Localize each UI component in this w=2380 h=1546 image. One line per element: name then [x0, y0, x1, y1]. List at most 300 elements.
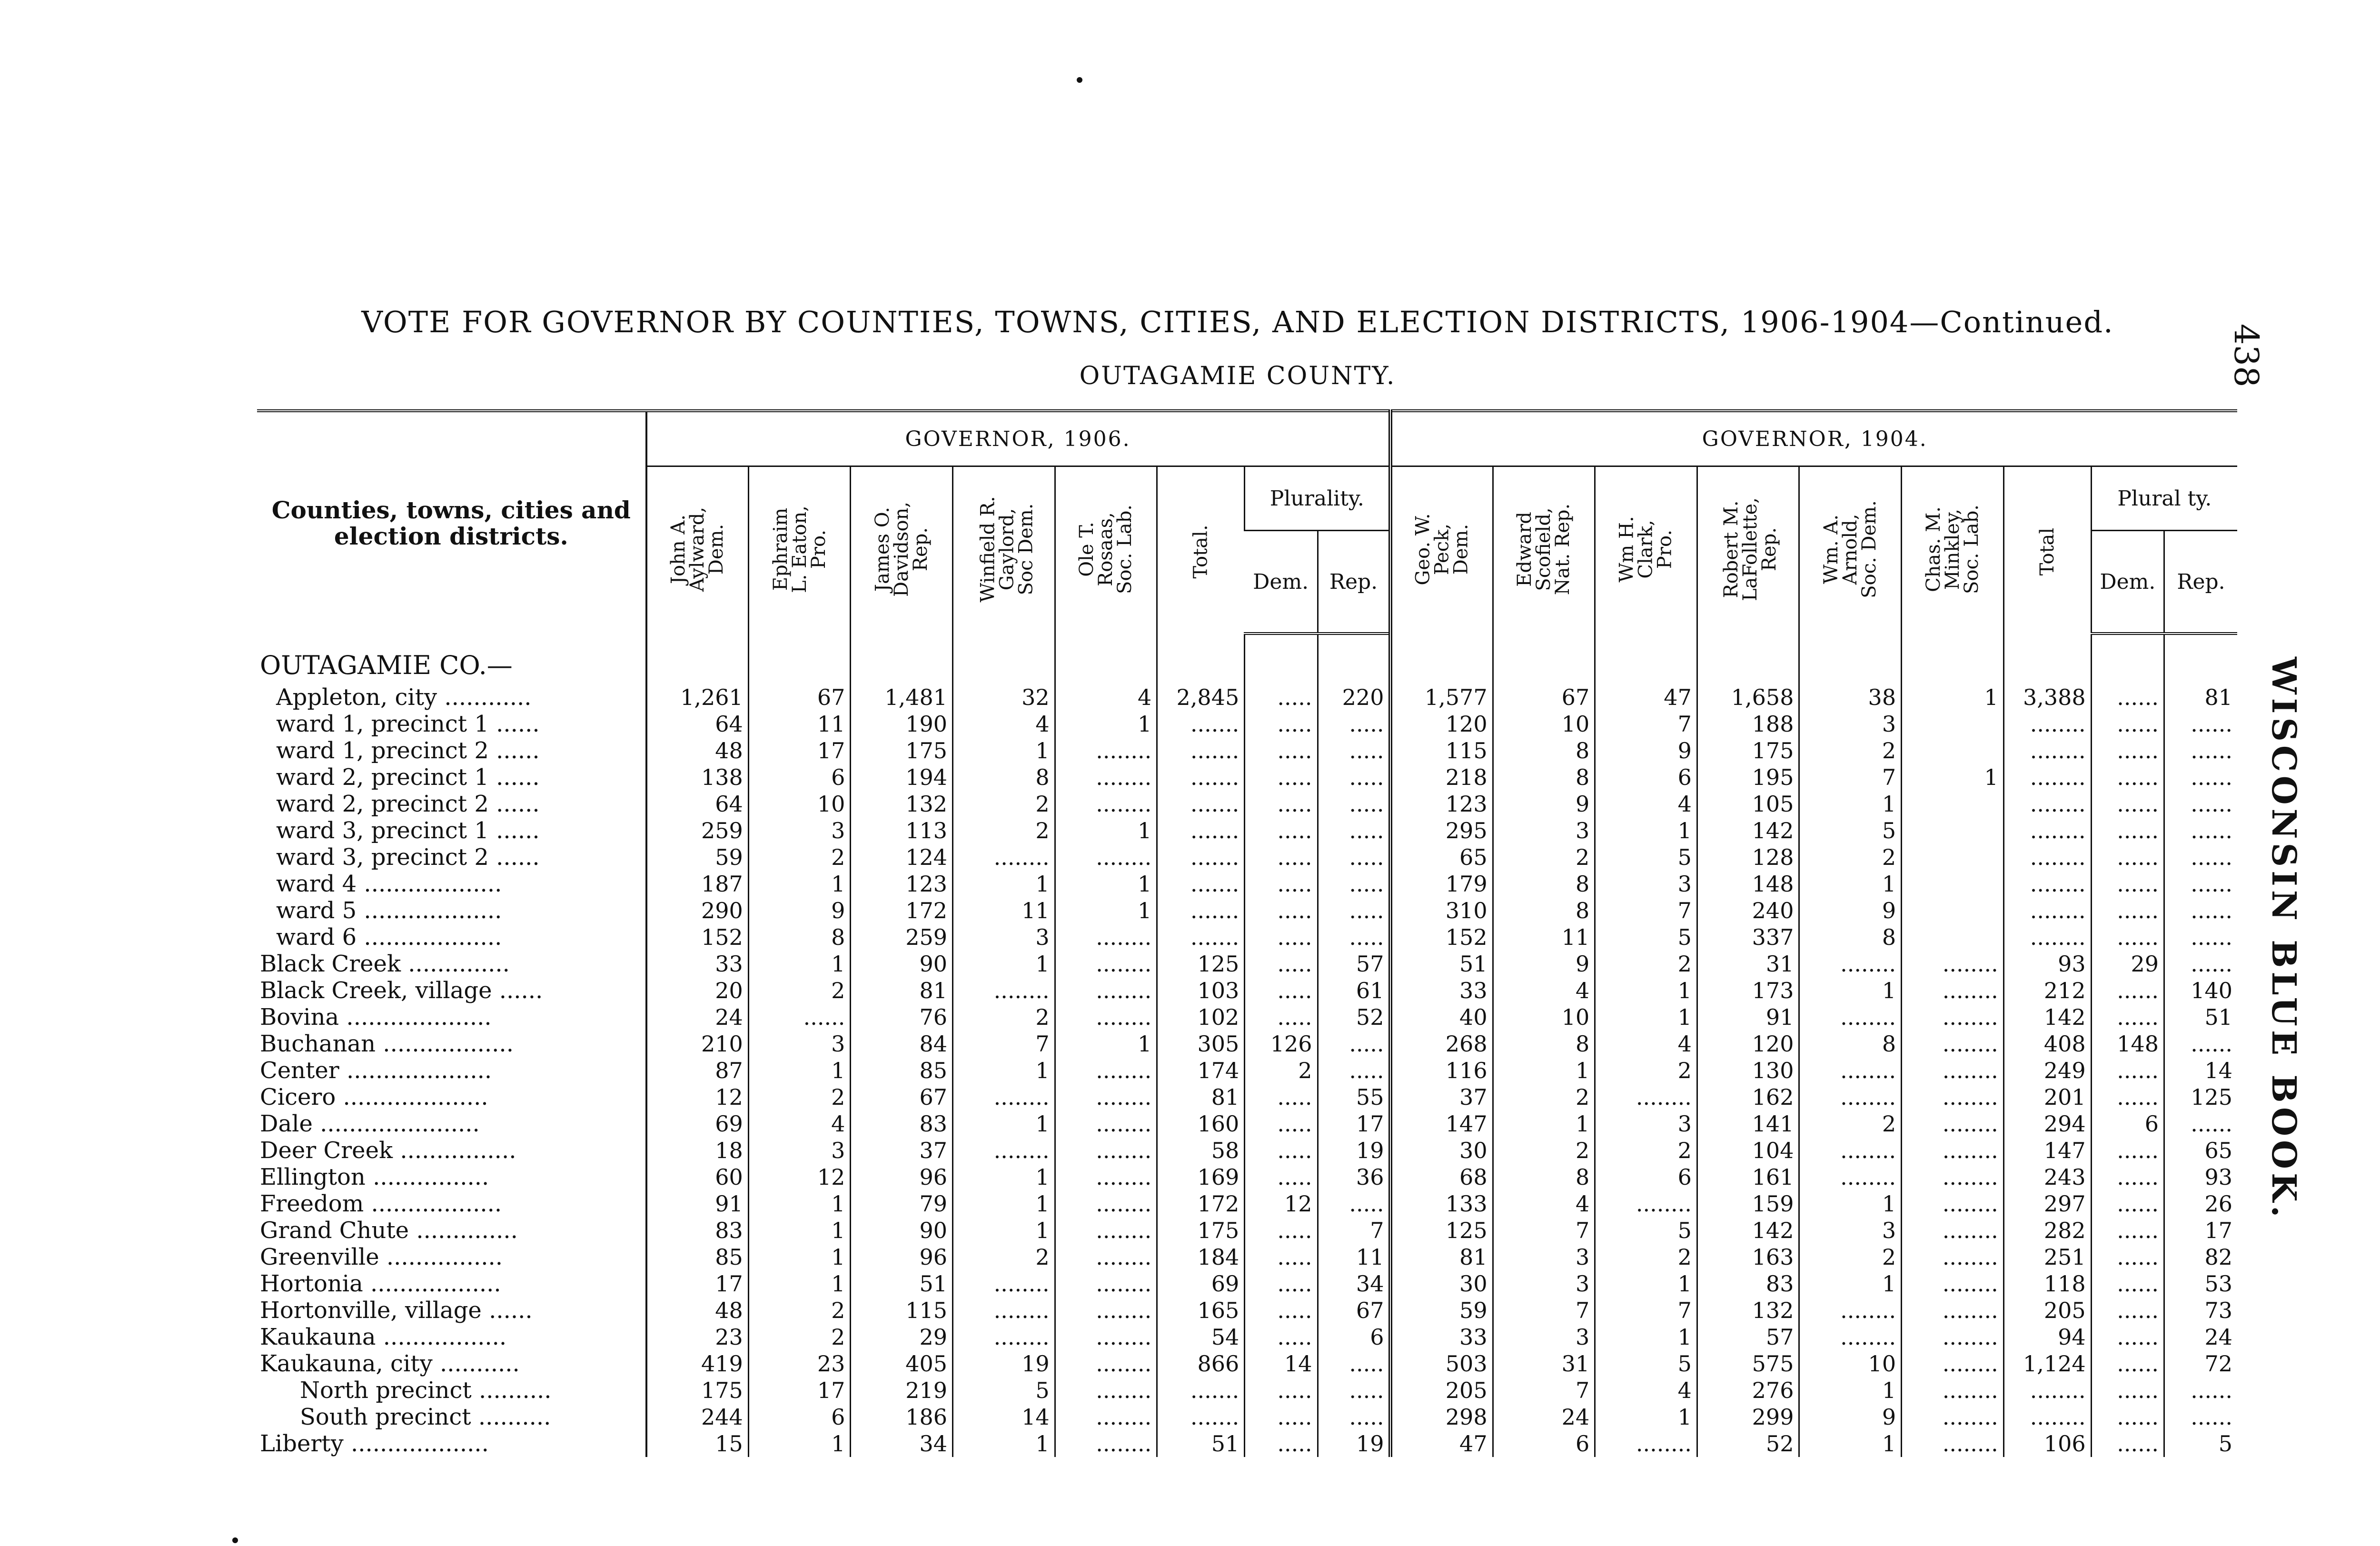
vote-cell: 1 — [748, 1430, 851, 1457]
table-row — [257, 1084, 2237, 1110]
vote-cell: 23 — [646, 1324, 749, 1350]
vote-cell: 175 — [851, 737, 953, 764]
vote-cell: 259 — [646, 817, 749, 844]
vote-cell — [1902, 634, 2004, 684]
vote-cell: ..... — [1318, 791, 1390, 817]
plurality-1904-dem-header: Dem. — [2091, 531, 2164, 634]
vote-cell: ........ — [1055, 1297, 1157, 1324]
vote-cell: 10 — [1493, 711, 1595, 737]
vote-cell: 69 — [1157, 1270, 1245, 1297]
vote-cell: ...... — [2091, 1190, 2164, 1217]
vote-cell: 1 — [748, 1057, 851, 1084]
col-header-minkley: Chas. M. Minkley, Soc. Lab. — [1902, 466, 2004, 634]
vote-cell: 60 — [646, 1164, 749, 1190]
vote-cell: 67 — [1493, 684, 1595, 711]
vote-cell: 67 — [851, 1084, 953, 1110]
vote-cell: 47 — [1390, 1430, 1493, 1457]
vote-cell: 3 — [1595, 1110, 1697, 1137]
vote-cell: ...... — [2164, 897, 2237, 924]
vote-cell — [1157, 634, 1245, 684]
vote-cell: 175 — [1697, 737, 1799, 764]
vote-cell: ........ — [953, 1297, 1055, 1324]
table-row — [257, 791, 2237, 817]
vote-cell: 65 — [2164, 1137, 2237, 1164]
vote-cell: ...... — [2091, 1164, 2164, 1190]
vote-cell: ..... — [1245, 1004, 1318, 1031]
vote-cell: ...... — [2091, 871, 2164, 897]
vote-cell: 123 — [1390, 791, 1493, 817]
vote-cell: 3 — [1799, 711, 1902, 737]
vote-cell: 1 — [1595, 1324, 1697, 1350]
vote-cell: 244 — [646, 1404, 749, 1430]
vote-cell: 81 — [2164, 684, 2237, 711]
vote-cell: ....... — [1157, 791, 1245, 817]
district-name: Hortonville, village ...... — [257, 1297, 646, 1324]
vote-cell: 3 — [1493, 1244, 1595, 1270]
vote-cell: ....... — [1157, 737, 1245, 764]
page-number: 438 — [2227, 324, 2266, 387]
vote-cell: 5 — [1595, 1217, 1697, 1244]
vote-cell: 3 — [1493, 1270, 1595, 1297]
vote-cell: 2 — [748, 844, 851, 871]
vote-cell: ..... — [1318, 924, 1390, 951]
vote-cell: 173 — [1697, 977, 1799, 1004]
table-row — [257, 684, 2237, 711]
table-row — [257, 1404, 2237, 1430]
vote-cell: ...... — [2091, 711, 2164, 737]
vote-cell: 3 — [1493, 1324, 1595, 1350]
vote-cell: 298 — [1390, 1404, 1493, 1430]
district-name: Black Creek, village ...... — [257, 977, 646, 1004]
vote-cell: ...... — [2091, 737, 2164, 764]
vote-cell: 195 — [1697, 764, 1799, 791]
vote-table — [257, 409, 2237, 1457]
vote-cell: 218 — [1390, 764, 1493, 791]
vote-cell: 8 — [1493, 897, 1595, 924]
vote-cell: 14 — [2164, 1057, 2237, 1084]
vote-cell: 17 — [748, 1377, 851, 1404]
vote-cell: ........ — [1055, 977, 1157, 1004]
col-header-gaylord: Winfield R. Gaylord, Soc Dem. — [953, 466, 1055, 634]
vote-cell: 1 — [953, 871, 1055, 897]
vote-cell: ..... — [1245, 1137, 1318, 1164]
vote-cell: 295 — [1390, 817, 1493, 844]
vote-cell: 8 — [1493, 764, 1595, 791]
vote-cell: ..... — [1245, 951, 1318, 977]
vote-cell: 240 — [1697, 897, 1799, 924]
vote-cell: 1 — [1799, 1377, 1902, 1404]
vote-cell — [1245, 634, 1318, 684]
vote-cell: ...... — [2164, 711, 2237, 737]
vote-cell: ........ — [2003, 791, 2091, 817]
vote-cell: 1 — [1799, 1190, 1902, 1217]
vote-cell: ........ — [1902, 1297, 2004, 1324]
vote-cell: 290 — [646, 897, 749, 924]
vote-cell: 2 — [748, 1084, 851, 1110]
vote-cell — [1493, 634, 1595, 684]
vote-cell: 4 — [953, 711, 1055, 737]
vote-cell: 249 — [2003, 1057, 2091, 1084]
district-name: Grand Chute .............. — [257, 1217, 646, 1244]
vote-cell: 93 — [2164, 1164, 2237, 1190]
vote-cell: ..... — [1318, 764, 1390, 791]
vote-cell: ...... — [2164, 791, 2237, 817]
vote-cell: 190 — [851, 711, 953, 737]
vote-cell — [2003, 634, 2091, 684]
vote-cell: ........ — [1902, 1270, 2004, 1297]
vote-cell: 2 — [1595, 1137, 1697, 1164]
vote-cell: 17 — [748, 737, 851, 764]
vote-cell: ...... — [2091, 817, 2164, 844]
vote-cell: 106 — [2003, 1430, 2091, 1457]
vote-cell: 11 — [748, 711, 851, 737]
vote-cell: 142 — [1697, 1217, 1799, 1244]
vote-cell: 282 — [2003, 1217, 2091, 1244]
vote-cell: 174 — [1157, 1057, 1245, 1084]
vote-cell — [748, 634, 851, 684]
vote-cell: ........ — [1055, 737, 1157, 764]
vote-cell: 12 — [1245, 1190, 1318, 1217]
vote-cell: 179 — [1390, 871, 1493, 897]
vote-cell: ........ — [1055, 1430, 1157, 1457]
table-row — [257, 924, 2237, 951]
vote-cell: ...... — [2091, 844, 2164, 871]
vote-cell: ........ — [1055, 1350, 1157, 1377]
vote-cell: 52 — [1697, 1430, 1799, 1457]
vote-cell: ........ — [1055, 1324, 1157, 1350]
vote-cell: ...... — [2164, 737, 2237, 764]
vote-cell: ..... — [1245, 1404, 1318, 1430]
vote-cell: ...... — [2091, 1057, 2164, 1084]
vote-cell: ..... — [1245, 1270, 1318, 1297]
vote-cell: ........ — [2003, 871, 2091, 897]
vote-cell: 201 — [2003, 1084, 2091, 1110]
vote-cell: ........ — [2003, 844, 2091, 871]
vote-cell: 48 — [646, 1297, 749, 1324]
vote-cell: ........ — [1055, 1110, 1157, 1137]
vote-cell: 6 — [2091, 1110, 2164, 1137]
vote-cell: 152 — [646, 924, 749, 951]
vote-cell: ....... — [1157, 817, 1245, 844]
vote-cell: 1 — [953, 1430, 1055, 1457]
table-row — [257, 1350, 2237, 1377]
vote-cell — [1902, 791, 2004, 817]
vote-cell: ..... — [1245, 1164, 1318, 1190]
vote-cell: ...... — [2164, 817, 2237, 844]
table-row — [257, 737, 2237, 764]
vote-cell: ........ — [953, 1324, 1055, 1350]
vote-cell: 37 — [1390, 1084, 1493, 1110]
vote-cell: 188 — [1697, 711, 1799, 737]
vote-cell: 125 — [1390, 1217, 1493, 1244]
vote-cell: ..... — [1318, 897, 1390, 924]
vote-cell: 175 — [1157, 1217, 1245, 1244]
district-name: ward 4 ................... — [257, 871, 646, 897]
vote-cell: 12 — [748, 1164, 851, 1190]
vote-cell — [1318, 634, 1390, 684]
vote-cell: 2,845 — [1157, 684, 1245, 711]
vote-cell: 2 — [1799, 737, 1902, 764]
vote-cell: 3 — [1493, 817, 1595, 844]
vote-cell: 72 — [2164, 1350, 2237, 1377]
vote-cell: ..... — [1245, 1110, 1318, 1137]
vote-cell: 29 — [2091, 951, 2164, 977]
district-name: ward 2, precinct 2 ...... — [257, 791, 646, 817]
table-row — [257, 977, 2237, 1004]
governor-1904-header: GOVERNOR, 1904. — [1390, 411, 2237, 466]
vote-cell: 6 — [748, 1404, 851, 1430]
vote-cell: 118 — [2003, 1270, 2091, 1297]
district-name: North precinct .......... — [257, 1377, 646, 1404]
district-name: Appleton, city ............ — [257, 684, 646, 711]
vote-cell: 205 — [1390, 1377, 1493, 1404]
vote-cell: ........ — [1055, 1057, 1157, 1084]
vote-cell: 1 — [1902, 684, 2004, 711]
page-title: VOTE FOR GOVERNOR BY COUNTIES, TOWNS, CITIES, AND ELECTION DISTRICTS, 1906-1904—Continued. — [361, 305, 2114, 339]
vote-cell: 1 — [1595, 817, 1697, 844]
vote-cell: 8 — [1493, 1031, 1595, 1057]
vote-cell: ...... — [2091, 977, 2164, 1004]
vote-cell: ........ — [2003, 1404, 2091, 1430]
table-row — [257, 1190, 2237, 1217]
vote-cell: 294 — [2003, 1110, 2091, 1137]
vote-cell: 91 — [646, 1190, 749, 1217]
vote-cell: 2 — [1799, 844, 1902, 871]
vote-cell: 7 — [1493, 1217, 1595, 1244]
vote-cell: 76 — [851, 1004, 953, 1031]
vote-cell: ........ — [953, 1084, 1055, 1110]
vote-cell: ...... — [2164, 844, 2237, 871]
vote-cell: 10 — [748, 791, 851, 817]
vote-cell: ........ — [1055, 1377, 1157, 1404]
vote-cell: ........ — [1902, 1031, 2004, 1057]
vote-cell: 73 — [2164, 1297, 2237, 1324]
vote-cell: 5 — [1595, 844, 1697, 871]
vote-cell: 2 — [748, 1324, 851, 1350]
vote-cell: 24 — [646, 1004, 749, 1031]
vote-cell: 7 — [1493, 1377, 1595, 1404]
vote-cell: 5 — [2164, 1430, 2237, 1457]
vote-cell: ........ — [2003, 924, 2091, 951]
vote-cell: 68 — [1390, 1164, 1493, 1190]
district-name: OUTAGAMIE CO.— — [257, 634, 646, 684]
vote-cell: 64 — [646, 791, 749, 817]
vote-cell: 120 — [1697, 1031, 1799, 1057]
vote-cell: 1 — [748, 1190, 851, 1217]
col-header-rosaas: Ole T. Rosaas, Soc. Lab. — [1055, 466, 1157, 634]
vote-cell: 162 — [1697, 1084, 1799, 1110]
vote-cell — [1390, 634, 1493, 684]
vote-cell: 19 — [1318, 1430, 1390, 1457]
vote-cell: 3 — [953, 924, 1055, 951]
vote-cell: 81 — [851, 977, 953, 1004]
vote-cell: ........ — [1799, 1084, 1902, 1110]
vote-cell: 9 — [1493, 951, 1595, 977]
vote-cell: 51 — [1390, 951, 1493, 977]
vote-cell: 4 — [1595, 1031, 1697, 1057]
vote-cell: ........ — [1902, 1350, 2004, 1377]
vote-cell: 159 — [1697, 1190, 1799, 1217]
vote-cell: 125 — [2164, 1084, 2237, 1110]
vote-cell: ..... — [1318, 844, 1390, 871]
vote-cell: 8 — [1493, 871, 1595, 897]
vote-cell: 54 — [1157, 1324, 1245, 1350]
vote-cell: ........ — [1902, 1084, 2004, 1110]
vote-cell: 7 — [1595, 1297, 1697, 1324]
vote-cell: ..... — [1245, 1377, 1318, 1404]
vote-cell: 31 — [1493, 1350, 1595, 1377]
vote-cell: ...... — [2091, 1297, 2164, 1324]
vote-cell: 310 — [1390, 897, 1493, 924]
vote-cell: ..... — [1245, 1430, 1318, 1457]
vote-cell: 503 — [1390, 1350, 1493, 1377]
vote-cell: 23 — [748, 1350, 851, 1377]
district-name: Center .................... — [257, 1057, 646, 1084]
vote-cell: ..... — [1245, 791, 1318, 817]
vote-cell: 24 — [1493, 1404, 1595, 1430]
vote-cell: ........ — [1902, 1377, 2004, 1404]
vote-cell: ..... — [1318, 1190, 1390, 1217]
vote-cell: 9 — [1595, 737, 1697, 764]
district-name: ward 6 ................... — [257, 924, 646, 951]
vote-cell: ....... — [1157, 871, 1245, 897]
vote-cell: ....... — [1157, 924, 1245, 951]
vote-cell: ...... — [2091, 1270, 2164, 1297]
vote-cell: 1 — [1493, 1057, 1595, 1084]
vote-cell: 83 — [1697, 1270, 1799, 1297]
table-row — [257, 1270, 2237, 1297]
vote-cell: 51 — [2164, 1004, 2237, 1031]
vote-cell: 132 — [851, 791, 953, 817]
vote-cell: 219 — [851, 1377, 953, 1404]
vote-cell: 64 — [646, 711, 749, 737]
vote-cell: ........ — [1902, 1004, 2004, 1031]
vote-cell: 299 — [1697, 1404, 1799, 1430]
plurality-1906-header: Plurality. — [1245, 466, 1391, 531]
vote-cell: 337 — [1697, 924, 1799, 951]
vote-cell: ........ — [953, 1137, 1055, 1164]
vote-cell: 83 — [851, 1110, 953, 1137]
vote-cell: 142 — [1697, 817, 1799, 844]
district-name: Kaukauna, city ........... — [257, 1350, 646, 1377]
vote-cell: ........ — [1902, 951, 2004, 977]
vote-cell — [2091, 634, 2164, 684]
district-name: ward 3, precinct 2 ...... — [257, 844, 646, 871]
vote-cell: 575 — [1697, 1350, 1799, 1377]
vote-cell: ...... — [2164, 924, 2237, 951]
vote-cell: ........ — [1902, 1217, 2004, 1244]
vote-cell: 59 — [1390, 1297, 1493, 1324]
vote-cell: 1 — [1055, 897, 1157, 924]
vote-cell: 2 — [953, 1244, 1055, 1270]
vote-cell: 61 — [1318, 977, 1390, 1004]
vote-cell: 3 — [1595, 871, 1697, 897]
vote-cell: 1,481 — [851, 684, 953, 711]
vote-cell: 2 — [953, 1004, 1055, 1031]
vote-cell: 4 — [1493, 977, 1595, 1004]
vote-cell: ..... — [1318, 1404, 1390, 1430]
vote-cell: 24 — [2164, 1324, 2237, 1350]
vote-cell: ...... — [2091, 1137, 2164, 1164]
vote-cell: ........ — [1902, 977, 2004, 1004]
vote-cell: 175 — [646, 1377, 749, 1404]
vote-cell — [1902, 817, 2004, 844]
vote-cell: ...... — [2091, 1377, 2164, 1404]
vote-cell: 7 — [1493, 1297, 1595, 1324]
vote-cell: ..... — [1318, 1031, 1390, 1057]
vote-cell: 2 — [748, 977, 851, 1004]
vote-cell: ........ — [953, 844, 1055, 871]
vote-cell: ........ — [1055, 1004, 1157, 1031]
vote-cell: ........ — [1799, 951, 1902, 977]
table-row — [257, 764, 2237, 791]
vote-cell: 2 — [1595, 951, 1697, 977]
table-row — [257, 951, 2237, 977]
col-header-aylward: John A. Aylward, Dem. — [667, 506, 728, 592]
vote-cell: 194 — [851, 764, 953, 791]
vote-cell: 12 — [646, 1084, 749, 1110]
vote-cell: 172 — [851, 897, 953, 924]
vote-cell: 1 — [748, 951, 851, 977]
vote-cell: 2 — [953, 817, 1055, 844]
vote-cell: ...... — [2091, 1324, 2164, 1350]
vote-cell: ...... — [2091, 924, 2164, 951]
vote-cell: 1,577 — [1390, 684, 1493, 711]
col-header-peck: Geo. W. Peck, Dem. — [1390, 466, 1493, 634]
district-name: Hortonia .................. — [257, 1270, 646, 1297]
vote-cell: 36 — [1318, 1164, 1390, 1190]
vote-cell: 17 — [1318, 1110, 1390, 1137]
vote-cell: 1 — [953, 951, 1055, 977]
vote-cell: 8 — [1493, 737, 1595, 764]
vote-cell: ...... — [2091, 1404, 2164, 1430]
name-column-header: Counties, towns, cities and election districts. — [257, 411, 646, 634]
vote-cell: 2 — [1799, 1110, 1902, 1137]
vote-cell: ..... — [1318, 711, 1390, 737]
vote-cell: 3 — [748, 1031, 851, 1057]
vote-cell: 124 — [851, 844, 953, 871]
vote-cell: 11 — [1318, 1244, 1390, 1270]
vote-cell: 52 — [1318, 1004, 1390, 1031]
vote-cell: ..... — [1318, 1057, 1390, 1084]
vote-cell: 47 — [1595, 684, 1697, 711]
vote-cell: 148 — [1697, 871, 1799, 897]
vote-cell: 147 — [2003, 1137, 2091, 1164]
vote-cell: 1 — [1595, 977, 1697, 1004]
vote-cell: 15 — [646, 1430, 749, 1457]
district-name: Deer Creek ................ — [257, 1137, 646, 1164]
vote-cell: 125 — [1157, 951, 1245, 977]
vote-cell — [1799, 634, 1902, 684]
vote-cell: ........ — [1902, 1244, 2004, 1270]
vote-cell — [1055, 634, 1157, 684]
vote-cell: ...... — [2164, 1377, 2237, 1404]
vote-cell: 165 — [1157, 1297, 1245, 1324]
vote-cell — [2164, 634, 2237, 684]
vote-cell: 8 — [1799, 924, 1902, 951]
vote-cell: 48 — [646, 737, 749, 764]
table-row — [257, 1031, 2237, 1057]
vote-cell: 251 — [2003, 1244, 2091, 1270]
vote-cell: 2 — [1799, 1244, 1902, 1270]
vote-cell: 1 — [748, 1244, 851, 1270]
table-row — [257, 1324, 2237, 1350]
governor-1906-header: GOVERNOR, 1906. — [646, 411, 1391, 466]
vote-cell: 9 — [1493, 791, 1595, 817]
vote-cell: ........ — [1055, 1404, 1157, 1430]
vote-cell — [646, 634, 749, 684]
page-subtitle: OUTAGAMIE COUNTY. — [1079, 362, 1396, 390]
